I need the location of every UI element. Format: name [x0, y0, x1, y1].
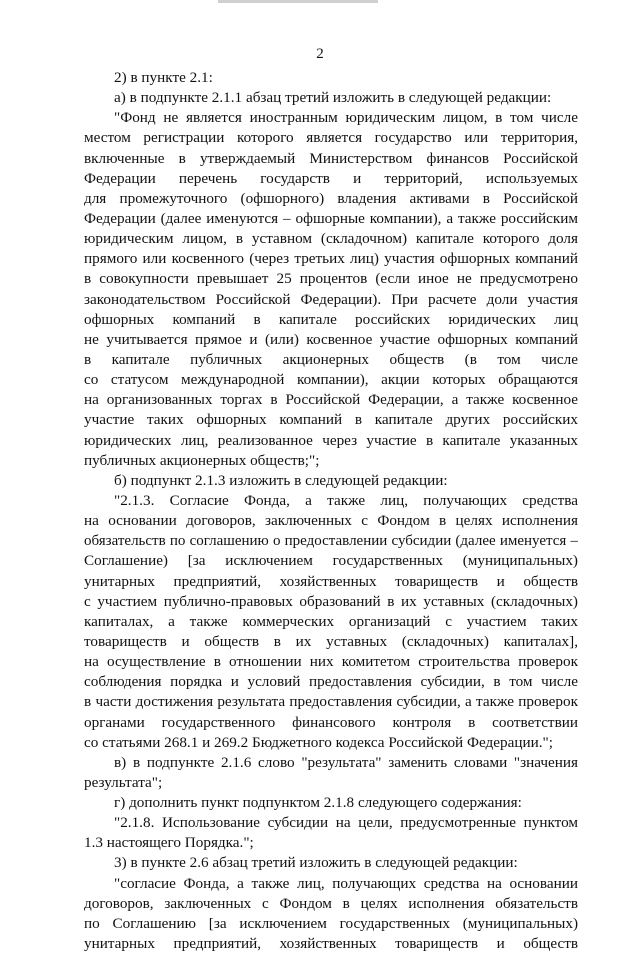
text-line: с участием публично-правовых образований в их уставных (складочных): [84, 592, 578, 610]
text-line: в капитале публичных акционерных обществ (в том числе: [84, 350, 578, 368]
text-line: органами государственного финансового контроля в соответствии: [84, 713, 578, 731]
text-line: унитарных предприятий, хозяйственных товариществ и обществ: [84, 935, 578, 953]
text-line: не учитывается прямое и (или) косвенное участие офшорных компаний: [84, 330, 578, 348]
text-line: в совокупности превышает 25 процентов (если иное не предусмотрено: [84, 270, 578, 288]
text-line: местом регистрации которого является государство или территория,: [84, 129, 578, 147]
text-line: капиталах, а также коммерческих организаций с участием таких: [84, 612, 578, 630]
text-line: соблюдения порядка и условий предоставления субсидии, в том числе: [84, 673, 578, 691]
text-line: юридическим лицом, в уставном (складочном) капитале которого доля: [84, 230, 578, 248]
document-body: [84, 68, 578, 954]
text-line: обязательств по соглашению о предоставлении субсидии (далее именуется –: [84, 533, 578, 550]
text-line: в части достижения результата предоставления субсидии, а также проверок: [84, 693, 578, 711]
text-line: для промежуточного (офшорного) владения активами в Российской: [84, 189, 578, 207]
text-line: Соглашение) [за исключением государственных (муниципальных): [84, 552, 578, 570]
text-line: а) в подпункте 2.1.1 абзац третий изложить в следующей редакции:: [114, 89, 552, 107]
text-line: "2.1.3. Согласие Фонда, а также лиц, получающих средства: [114, 491, 578, 509]
page-number: 2: [316, 46, 324, 62]
text-line: законодательством Российской Федерации). При расчете доли участия: [84, 290, 578, 308]
text-line: г) дополнить пункт подпунктом 2.1.8 следующего содержания:: [114, 794, 522, 812]
text-line: на организованных торгах в Российской Федерации, а также косвенное: [84, 391, 578, 409]
text-line: 1.3 настоящего Порядка.";: [84, 834, 254, 852]
text-line: Федерации перечень государств и территорий, используемых: [84, 169, 578, 187]
text-line: со статусом международной компании), акции которых обращаются: [84, 371, 578, 389]
text-line: Федерации (далее именуются – офшорные компании), а также российским: [84, 209, 578, 227]
text-line: публичных акционерных обществ;";: [84, 451, 320, 469]
text-line: по Соглашению [за исключением государственных (муниципальных): [84, 914, 578, 932]
text-line: "2.1.8. Использование субсидии на цели, предусмотренные пунктом: [114, 814, 578, 832]
text-line: на основании договоров, заключенных с Фондом в целях исполнения: [84, 512, 578, 530]
text-line: со статьями 268.1 и 269.2 Бюджетного кодекса Российской Федерации.";: [84, 733, 553, 751]
text-line: участие таких офшорных компаний в капитале других российских: [84, 411, 578, 429]
text-line: "согласие Фонда, а также лиц, получающих средства на основании: [114, 874, 578, 892]
scan-edge-artifact: [218, 0, 378, 3]
text-line: юридических лиц, реализованное через участие в капитале указанных: [84, 431, 578, 449]
text-line: б) подпункт 2.1.3 изложить в следующей редакции:: [114, 471, 448, 489]
text-line: 3) в пункте 2.6 абзац третий изложить в следующей редакции:: [114, 854, 518, 872]
text-line: офшорных компаний в капитале российских юридических лиц: [84, 310, 578, 328]
text-line: в) в подпункте 2.1.6 слово "результата" заменить словами "значения: [114, 753, 578, 771]
text-line: унитарных предприятий, хозяйственных товариществ и обществ: [84, 572, 578, 590]
text-line: 2) в пункте 2.1:: [114, 69, 213, 86]
text-line: прямого или косвенного (через третьих лиц) участия офшорных компаний: [84, 250, 578, 268]
text-line: договоров, заключенных с Фондом в целях исполнения обязательств: [84, 894, 578, 912]
text-line: результата";: [84, 773, 163, 791]
text-line: "Фонд не является иностранным юридическим лицом, в том числе: [114, 109, 578, 127]
text-line: товариществ и обществ в их уставных (складочных) капиталах],: [84, 632, 578, 650]
text-line: на осуществление в отношении них комитетом строительства проверок: [84, 653, 578, 671]
text-line: включенные в утверждаемый Министерством финансов Российской: [84, 149, 578, 167]
